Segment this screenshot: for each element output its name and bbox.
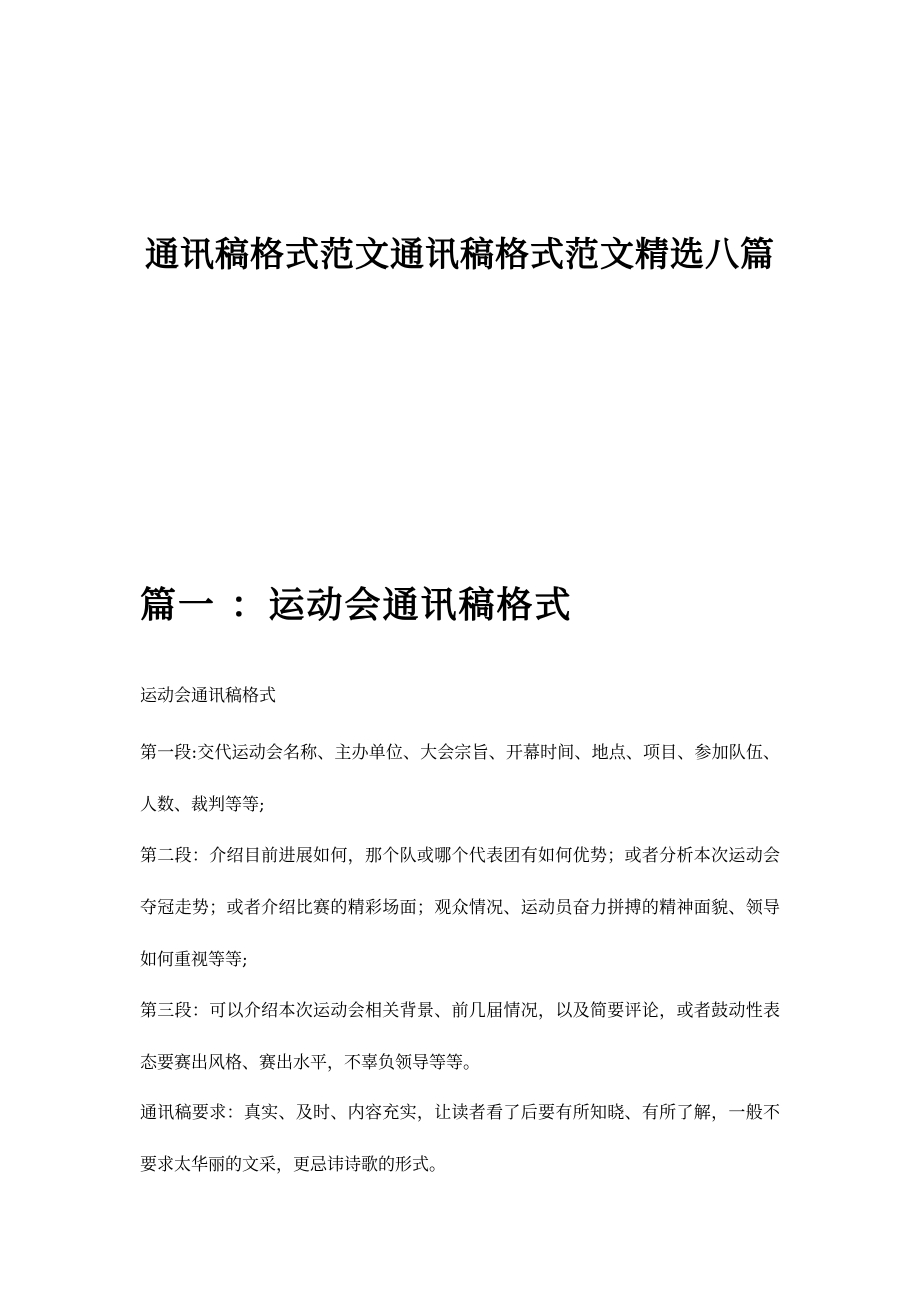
paragraph-subtitle: 运动会通讯稿格式 xyxy=(140,686,276,706)
paragraph-requirements: 通讯稿要求：真实、及时、内容充实，让读者看了后要有所知晓、有所了解，一般不要求太华丽的文采，更忌讳诗歌的形式。 xyxy=(140,1103,780,1175)
paragraph-second-section: 第二段：介绍目前进展如何，那个队或哪个代表团有如何优势；或者分析本次运动会夺冠走势；或者介绍比赛的精彩场面；观众情况、运动员奋力拼搏的精神面貌、领导如何重视等等; xyxy=(140,846,780,970)
document-title: 通讯稿格式范文通讯稿格式范文精选八篇 xyxy=(145,235,775,275)
section-heading: 篇一 ：运动会通讯稿格式 xyxy=(140,585,573,626)
paragraph-third-section: 第三段：可以介绍本次运动会相关背景、前几届情况，以及简要评论，或者鼓动性表态要赛出风格、赛出水平，不辜负领导等等。 xyxy=(140,1001,780,1073)
paragraph-first-section: 第一段:交代运动会名称、主办单位、大会宗旨、开幕时间、地点、项目、参加队伍、人数、裁判等等; xyxy=(140,743,780,815)
